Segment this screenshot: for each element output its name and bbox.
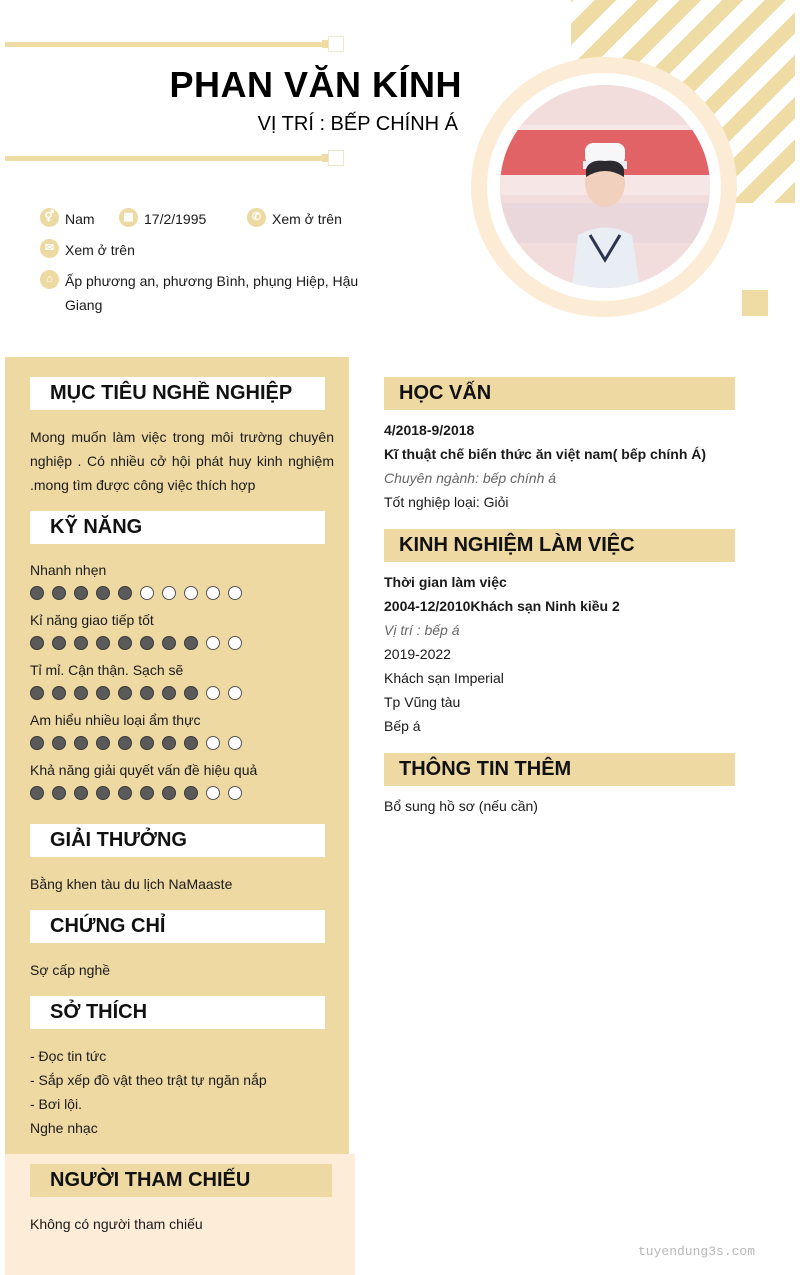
skill-dot-filled xyxy=(118,736,132,750)
skill-dot-empty xyxy=(228,636,242,650)
skill-dot-filled xyxy=(162,686,176,700)
phone-icon: ✆ xyxy=(247,208,266,227)
experience-period-company: 2004-12/2010Khách sạn Ninh kiều 2 xyxy=(384,598,620,614)
skills-heading: KỸ NĂNG xyxy=(30,511,325,544)
skill-dot-filled xyxy=(184,686,198,700)
skill-dot-filled xyxy=(30,686,44,700)
candidate-position: VỊ TRÍ : BẾP CHÍNH Á xyxy=(257,113,458,135)
skill-dot-filled xyxy=(96,586,110,600)
decorative-box-top xyxy=(328,36,344,52)
skill-dot-empty xyxy=(228,686,242,700)
skill-dot-filled xyxy=(118,786,132,800)
chef-illustration xyxy=(500,85,710,288)
skill-dot-empty xyxy=(140,586,154,600)
decorative-line-bottom xyxy=(5,156,325,161)
skill-dot-filled xyxy=(118,636,132,650)
skill-dot-filled xyxy=(52,636,66,650)
hobbies-line: - Đọc tin tức xyxy=(30,1048,107,1064)
skill-dot-empty xyxy=(206,786,220,800)
hobbies-line: Nghe nhạc xyxy=(30,1120,98,1136)
skill-dot-filled xyxy=(74,786,88,800)
skill-name: Khả năng giải quyết vấn đề hiệu quả xyxy=(30,762,258,778)
education-program: Kĩ thuật chế biến thức ăn việt nam( bếp chính Á) xyxy=(384,446,707,462)
skill-dot-empty xyxy=(206,636,220,650)
skill-dot-filled xyxy=(30,636,44,650)
skill-dot-filled xyxy=(30,736,44,750)
skill-dot-filled xyxy=(30,786,44,800)
skill-dot-empty xyxy=(184,586,198,600)
skill-dot-filled xyxy=(162,786,176,800)
education-period: 4/2018-9/2018 xyxy=(384,422,475,438)
skill-dot-filled xyxy=(52,686,66,700)
skill-dot-empty xyxy=(206,736,220,750)
objective-heading: MỤC TIÊU NGHỀ NGHIỆP xyxy=(30,377,325,410)
skill-dot-empty xyxy=(228,786,242,800)
skill-dot-filled xyxy=(52,586,66,600)
hobbies-line: - Sắp xếp đồ vật theo trật tự ngăn nắp xyxy=(30,1072,267,1088)
skill-dot-empty xyxy=(162,586,176,600)
awards-heading: GIẢI THƯỞNG xyxy=(30,824,325,857)
home-icon: ⌂ xyxy=(40,270,59,289)
experience-line: 2019-2022 xyxy=(384,646,451,662)
skill-dot-filled xyxy=(74,686,88,700)
skill-name: Kỉ năng giao tiếp tốt xyxy=(30,612,154,628)
skill-dot-filled xyxy=(162,636,176,650)
more-info-heading: THÔNG TIN THÊM xyxy=(384,753,735,786)
contact-address: Ấp phương an, phương Bình, phụng Hiệp, Hậu Giang xyxy=(65,273,359,313)
skill-dot-filled xyxy=(96,736,110,750)
skill-dot-filled xyxy=(74,636,88,650)
skill-name: Tỉ mỉ. Cận thận. Sạch sẽ xyxy=(30,662,184,678)
skill-dot-empty xyxy=(206,686,220,700)
skill-dot-filled xyxy=(140,686,154,700)
hobbies-heading: SỞ THÍCH xyxy=(30,996,325,1029)
skill-dot-empty xyxy=(228,736,242,750)
more-info-text: Bổ sung hồ sơ (nếu cần) xyxy=(384,798,538,814)
hobbies-line: - Bơi lội. xyxy=(30,1096,82,1112)
experience-heading: KINH NGHIỆM LÀM VIỆC xyxy=(384,529,735,562)
objective-text: Mong muốn làm việc trong môi trường chuyên nghiệp . Có nhiều cở hội phát huy kinh nghiệm .mong tìm được công việc thích hợp xyxy=(30,429,334,493)
certificates-text: Sợ cấp nghề xyxy=(30,962,111,978)
experience-line: Tp Vũng tàu xyxy=(384,694,461,710)
experience-line: Bếp á xyxy=(384,718,421,734)
skill-name: Am hiểu nhiều loại ẩm thực xyxy=(30,712,201,728)
contact-gender: Nam xyxy=(65,211,95,227)
experience-role: Vị trí : bếp á xyxy=(384,622,460,638)
skill-name: Nhanh nhẹn xyxy=(30,562,107,578)
certificates-heading: CHỨNG CHỈ xyxy=(30,910,325,943)
decorative-box-bottom xyxy=(328,150,344,166)
gender-icon: ⚥ xyxy=(40,208,59,227)
education-grade: Tốt nghiệp loại: Giỏi xyxy=(384,494,509,510)
skill-dot-filled xyxy=(74,586,88,600)
candidate-name: PHAN VĂN KÍNH xyxy=(169,64,462,105)
skill-dot-filled xyxy=(184,786,198,800)
contact-email: Xem ở trên xyxy=(65,242,135,258)
skill-dot-filled xyxy=(140,786,154,800)
decorative-square xyxy=(742,290,768,316)
skill-dot-filled xyxy=(74,736,88,750)
skill-dot-filled xyxy=(30,586,44,600)
contact-phone: Xem ở trên xyxy=(272,211,342,227)
watermark: tuyendung3s.com xyxy=(638,1244,756,1259)
skill-dot-filled xyxy=(52,736,66,750)
skill-dot-filled xyxy=(118,586,132,600)
skill-dot-filled xyxy=(52,786,66,800)
skill-dot-filled xyxy=(184,736,198,750)
skill-dot-filled xyxy=(96,686,110,700)
skill-dot-filled xyxy=(162,736,176,750)
education-major: Chuyên ngành: bếp chính á xyxy=(384,470,557,486)
skill-dot-empty xyxy=(206,586,220,600)
references-text: Không có người tham chiếu xyxy=(30,1216,203,1232)
skill-dot-filled xyxy=(96,786,110,800)
calendar-icon: ▦ xyxy=(119,208,138,227)
awards-text: Bằng khen tàu du lịch NaMaaste xyxy=(30,876,233,892)
contact-birthday: 17/2/1995 xyxy=(144,211,207,227)
skill-dot-filled xyxy=(184,636,198,650)
skill-dot-filled xyxy=(140,636,154,650)
profile-photo xyxy=(500,85,710,288)
experience-label: Thời gian làm việc xyxy=(384,574,507,590)
skill-dot-empty xyxy=(228,586,242,600)
email-icon: ✉ xyxy=(40,239,59,258)
experience-line: Khách sạn Imperial xyxy=(384,670,504,686)
decorative-line-top xyxy=(5,42,325,47)
education-heading: HỌC VẤN xyxy=(384,377,735,410)
references-heading: NGƯỜI THAM CHIẾU xyxy=(30,1164,332,1197)
skill-dot-filled xyxy=(140,736,154,750)
skill-dot-filled xyxy=(118,686,132,700)
skill-dot-filled xyxy=(96,636,110,650)
